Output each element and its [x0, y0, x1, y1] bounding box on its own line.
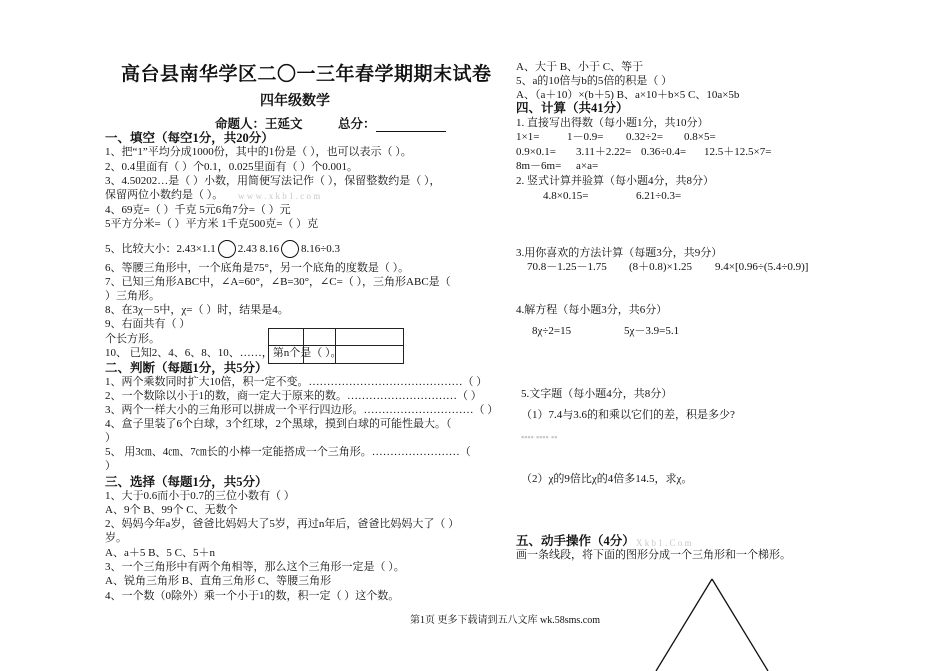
page-subtitle: 四年级数学 [260, 94, 330, 109]
watermark: X k b 1 . C o m [636, 538, 692, 548]
section-2-heading: 二、判断（每题1分，共5分） [105, 361, 268, 375]
section-1-heading: 一、填空（每空1分，共20分） [105, 131, 274, 145]
s3-line: 3、一个三角形中有两个角相等，那么这个三角形一定是（ ）。 [105, 561, 405, 573]
s4-p3: 3.用你喜欢的方法计算（每题3分，共9分） [516, 247, 723, 259]
section-5-heading: 五、动手操作（4分） [516, 534, 635, 548]
section-4-heading: 四、计算（共41分） [516, 101, 629, 115]
calc-item: 0.8×5= [684, 131, 716, 143]
s1-line: 3、4.50202…是（ ）小数，用简便写法记作（ ），保留整数约是（ ）， [105, 175, 441, 187]
s4-p2a: 4.8×0.15= [543, 190, 589, 202]
watermark: ▪▪▪▪ ▪▪▪▪ ▪▪ [521, 432, 558, 442]
s4-p2: 2. 竖式计算并验算（每小题4分，共8分） [516, 175, 714, 187]
s4-p3b: (8＋0.8)×1.25 [629, 261, 693, 273]
s3-line: 1、大于0.6而小于0.7的三位小数有（ ） [105, 490, 295, 502]
s1-q8: 8、在3χ－5中，χ=（ ）时，结果是4。 [105, 304, 289, 316]
calc-item: 1－0.9= [567, 131, 604, 143]
s2-line: 4、盒子里装了6个白球，3个红球，2个黑球，摸到白球的可能性最大。（ [105, 418, 452, 430]
s4-p5: 5.文字题（每小题4分，共8分） [521, 388, 673, 400]
s1-line: 2、0.4里面有（ ）个0.1，0.025里面有（ ）个0.001。 [105, 161, 358, 173]
section-3-heading: 三、选择（每题1分，共5分） [105, 475, 268, 489]
s4-p4: 4.解方程（每小题3分，共6分） [516, 304, 668, 316]
score-label: 总分： [338, 117, 446, 132]
s1-line: 保留两位小数约是（ ）。 [105, 189, 224, 201]
r-top-line: 5、a的10倍与b的5倍的积是（ ） [516, 75, 673, 87]
s4-p5a: （1）7.4与3.6的和乘以它们的差，积是多少? [521, 409, 735, 421]
s1-q6: 6、等腰三角形中，一个底角是75°，另一个底角的度数是（ ）。 [105, 262, 410, 274]
s3-line: 岁。 [105, 532, 127, 544]
s4-p4a: 8χ÷2=15 [532, 325, 572, 337]
s2-line: ） [105, 432, 116, 444]
s4-p4b: 5χ－3.9=5.1 [624, 325, 680, 337]
s2-line: 1、两个乘数同时扩大10倍，积一定不变。……………………………………（ ） [105, 376, 488, 388]
s4-p3a: 70.8－1.25－1.75 [527, 261, 607, 273]
s4-p2b: 6.21÷0.3= [636, 190, 682, 202]
s2-line: 3、两个一样大小的三角形可以拼成一个平行四边形。…………………………（ ） [105, 404, 499, 416]
compare-circle [218, 240, 236, 258]
s4-p1: 1. 直接写出得数（每小题1分，共10分） [516, 117, 709, 129]
s3-line: 4、一个数（0除外）乘一个小于1的数，积一定（ ）这个数。 [105, 590, 400, 602]
page-title: 高台县南华学区二〇一三年春学期期末试卷 [121, 64, 492, 85]
page-footer: 第1页 更多下载请到五八文库 wk.58sms.com [410, 615, 600, 626]
s5-p1: 画一条线段，将下面的图形分成一个三角形和一个梯形。 [516, 549, 791, 561]
s1-line: 4、69克=（ ）千克 5元6角7分=（ ）元 [105, 204, 291, 216]
s1-q10: 10、 已知2、4、6、8、10、……，第n个是（ ）。 [105, 347, 342, 359]
calc-item: 3.11＋2.22= [576, 146, 632, 158]
s3-line: 2、妈妈今年a岁，爸爸比妈妈大了5岁，再过n年后，爸爸比妈妈大了（ ） [105, 518, 460, 530]
s1-q9a: 9、右面共有（ ） [105, 318, 191, 330]
s2-line: ） [105, 460, 116, 472]
s1-q7b: ）三角形。 [105, 290, 160, 302]
s3-line: A、9个 B、99个 C、无数个 [105, 504, 238, 516]
calc-item: 8m－6m= [516, 160, 562, 172]
triangle-figure [650, 575, 775, 671]
s4-p5b: （2）χ的9倍比χ的4倍多14.5，求χ。 [521, 473, 693, 485]
s1-q5: 5、比较大小：2.43×1.1 2.43 8.16 8.16÷0.3 [105, 240, 340, 258]
s2-line: 2、一个数除以小于1的数，商一定大于原来的数。…………………………（ ） [105, 390, 482, 402]
watermark: w w w . x k b 1 . c o m [238, 191, 321, 201]
s1-line: 1、把“1”平均分成1000份，其中的1份是（ ），也可以表示（ ）。 [105, 146, 412, 158]
s3-line: A、a＋5 B、5 C、5＋n [105, 547, 215, 559]
compare-circle [281, 240, 299, 258]
s2-line: 5、 用3㎝、4㎝、7㎝长的小棒一定能搭成一个三角形。……………………（ [105, 446, 471, 458]
calc-item: 12.5＋12.5×7= [704, 146, 772, 158]
s1-q9b: 个长方形。 [105, 333, 160, 345]
r-top-line: A、（a＋10）×(b＋5) B、a×10＋b×5 C、10a×5b [516, 89, 740, 101]
r-top-line: A、大于 B、小于 C、等于 [516, 61, 644, 73]
calc-item: 0.36÷0.4= [641, 146, 687, 158]
calc-item: a×a= [576, 160, 599, 172]
s1-line: 5平方分米=（ ）平方米 1千克500克=（ ）克 [105, 218, 319, 230]
s4-p3c: 9.4×[0.96÷(5.4÷0.9)] [715, 261, 809, 273]
s3-line: A、锐角三角形 B、直角三角形 C、等腰三角形 [105, 575, 332, 587]
calc-item: 0.32÷2= [626, 131, 663, 143]
s1-q7a: 7、已知三角形ABC中，∠A=60°，∠B=30°，∠C=（ ），三角形ABC是（ [105, 276, 451, 288]
author-line: 命题人：王延文 [215, 117, 303, 131]
calc-item: 0.9×0.1= [516, 146, 556, 158]
calc-item: 1×1= [516, 131, 540, 143]
